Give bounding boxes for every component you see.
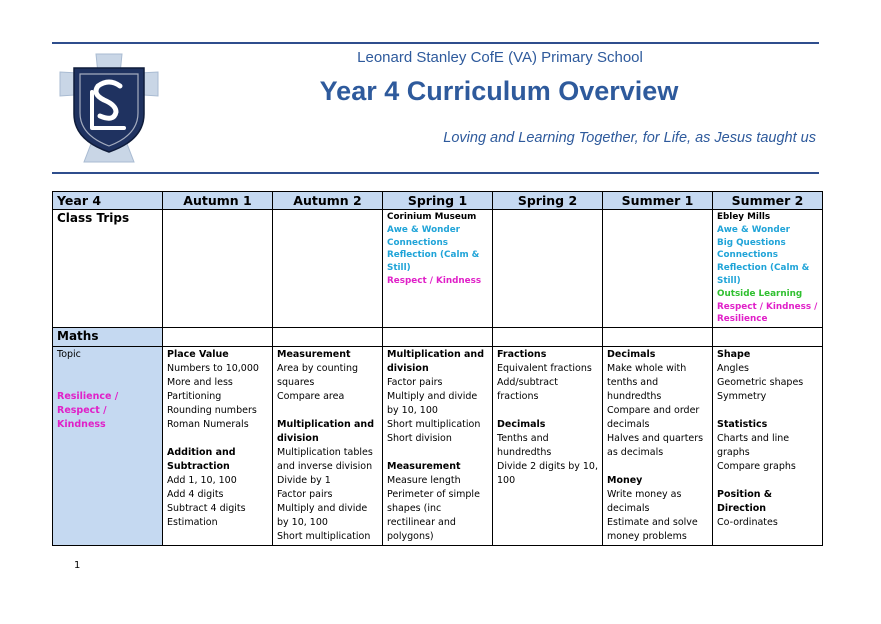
table-cell <box>493 328 603 347</box>
school-crest-icon <box>58 52 160 164</box>
trip-value-tag: Big Questions <box>717 237 786 248</box>
spacer <box>497 404 598 418</box>
spacer <box>167 432 268 446</box>
maths-unit-item: Angles <box>717 363 749 375</box>
row-label-maths: Maths <box>53 328 163 347</box>
trip-value-tag: Reflection (Calm & Still) <box>717 263 810 286</box>
column-header: Autumn 2 <box>273 192 383 210</box>
table-cell <box>603 210 713 328</box>
maths-unit-item: Estimate and solve money problems <box>607 517 698 543</box>
trip-cell-spring1 <box>383 210 493 328</box>
column-header: Spring 2 <box>493 192 603 210</box>
table-cell <box>273 328 383 347</box>
trip-title: Ebley Mills <box>717 212 771 222</box>
header-top-rule <box>52 42 819 44</box>
maths-cell-summer2 <box>713 347 823 546</box>
maths-unit-heading: Multiplication and division <box>387 349 484 375</box>
page-title: Year 4 Curriculum Overview <box>319 76 679 106</box>
maths-unit-item: Factor pairs <box>277 489 333 501</box>
maths-unit-heading: Addition and Subtraction <box>167 447 236 473</box>
topic-label: Topic <box>57 349 81 361</box>
trip-value-tag: Awe & Wonder <box>387 224 460 235</box>
class-trips-row <box>53 210 823 328</box>
table-cell <box>713 328 823 347</box>
trip-value-tag: Connections <box>387 237 448 248</box>
maths-unit-item: More and less <box>167 377 233 389</box>
trip-value-tag: Respect / Kindness / Resilience <box>717 301 818 325</box>
maths-unit-item: Add 4 digits <box>167 489 224 501</box>
trip-value-tag: Reflection (Calm & Still) <box>387 250 480 274</box>
maths-unit-heading: Money <box>607 475 643 487</box>
maths-unit-item: Estimation <box>167 517 218 529</box>
maths-unit-heading: Fractions <box>497 349 547 361</box>
trip-value-tag: Connections <box>717 250 778 261</box>
maths-unit-item: Write money as decimals <box>607 489 682 515</box>
maths-unit-item: Measure length <box>387 475 461 487</box>
spacer <box>387 446 488 460</box>
column-header: Year 4 <box>53 192 163 210</box>
table-cell <box>163 210 273 328</box>
maths-unit-heading: Decimals <box>497 419 546 431</box>
maths-unit-heading: Measurement <box>387 461 461 473</box>
spacer <box>717 404 818 418</box>
table-cell <box>273 210 383 328</box>
column-header: Summer 2 <box>713 192 823 210</box>
maths-unit-heading: Multiplication and division <box>277 419 374 445</box>
maths-unit-item: Equivalent fractions <box>497 363 592 375</box>
spacer <box>607 460 708 474</box>
maths-unit-item: Multiply and divide by 10, 100 <box>277 503 368 529</box>
school-motto: Loving and Learning Together, for Life, as Jesus taught us <box>443 130 816 146</box>
maths-unit-item: Compare and order decimals <box>607 405 700 431</box>
maths-unit-heading: Position & Direction <box>717 489 773 515</box>
maths-cell-autumn1 <box>163 347 273 546</box>
trip-value-tag: Respect / Kindness <box>387 275 482 286</box>
maths-cell-autumn2 <box>273 347 383 546</box>
maths-unit-item: Divide 2 digits by 10, 100 <box>497 461 598 487</box>
table-cell <box>163 328 273 347</box>
header-bottom-rule <box>52 172 819 174</box>
maths-unit-item: Partitioning <box>167 391 222 403</box>
maths-unit-item: Add/subtract fractions <box>497 377 558 403</box>
maths-unit-item: Multiplication tables and inverse division <box>277 447 373 473</box>
topic-values: Resilience / Respect / Kindness <box>57 391 119 431</box>
table-cell <box>493 210 603 328</box>
maths-unit-item: Multiply and divide by 10, 100 <box>387 391 478 417</box>
topic-label-cell <box>53 347 163 546</box>
trip-tags <box>717 224 818 326</box>
maths-unit-item: Short division <box>387 433 452 445</box>
column-header: Autumn 1 <box>163 192 273 210</box>
maths-unit-item: Divide by 1 <box>277 475 331 487</box>
maths-unit-item: Subtract 4 digits <box>167 503 246 515</box>
maths-unit-item: Area by counting squares <box>277 363 359 389</box>
column-header: Spring 1 <box>383 192 493 210</box>
maths-cell-spring1 <box>383 347 493 546</box>
maths-unit-item: Compare graphs <box>717 461 796 473</box>
school-name: Leonard Stanley CofE (VA) Primary School <box>357 49 643 66</box>
maths-unit-item: Rounding numbers <box>167 405 257 417</box>
maths-topic-row <box>53 347 823 546</box>
maths-unit-item: Roman Numerals <box>167 419 249 431</box>
row-label-class-trips: Class Trips <box>53 210 163 328</box>
maths-unit-item: Add 1, 10, 100 <box>167 475 237 487</box>
maths-unit-item: Symmetry <box>717 391 767 403</box>
trip-title: Corinium Museum <box>387 212 477 222</box>
spacer <box>717 474 818 488</box>
maths-unit-item: Short multiplication <box>277 531 371 543</box>
maths-unit-item: Geometric shapes <box>717 377 804 389</box>
maths-unit-item: Make whole with tenths and hundredths <box>607 363 687 403</box>
spacer <box>277 404 378 418</box>
maths-unit-item: Halves and quarters as decimals <box>607 433 704 459</box>
trip-tags <box>387 224 488 288</box>
table-cell <box>603 328 713 347</box>
maths-unit-item: Perimeter of simple shapes (inc rectilinear and polygons) <box>387 489 480 543</box>
maths-unit-heading: Statistics <box>717 419 768 431</box>
page-number: 1 <box>74 560 81 571</box>
maths-unit-heading: Place Value <box>167 349 229 361</box>
maths-unit-item: Co-ordinates <box>717 517 778 529</box>
maths-unit-heading: Decimals <box>607 349 656 361</box>
maths-unit-item: Numbers to 10,000 <box>167 363 259 375</box>
trip-cell-summer2 <box>713 210 823 328</box>
maths-unit-item: Short multiplication <box>387 419 481 431</box>
trip-value-tag: Outside Learning <box>717 288 803 299</box>
maths-cell-summer1 <box>603 347 713 546</box>
maths-unit-heading: Shape <box>717 349 751 361</box>
maths-unit-item: Tenths and hundredths <box>497 433 552 459</box>
maths-unit-item: Compare area <box>277 391 345 403</box>
maths-unit-heading: Measurement <box>277 349 351 361</box>
maths-cell-spring2 <box>493 347 603 546</box>
trip-value-tag: Awe & Wonder <box>717 224 790 235</box>
maths-header-row <box>53 328 823 347</box>
table-cell <box>383 328 493 347</box>
column-header: Summer 1 <box>603 192 713 210</box>
header-row <box>53 192 823 210</box>
curriculum-table <box>52 191 823 546</box>
maths-unit-item: Charts and line graphs <box>717 433 790 459</box>
maths-unit-item: Factor pairs <box>387 377 443 389</box>
